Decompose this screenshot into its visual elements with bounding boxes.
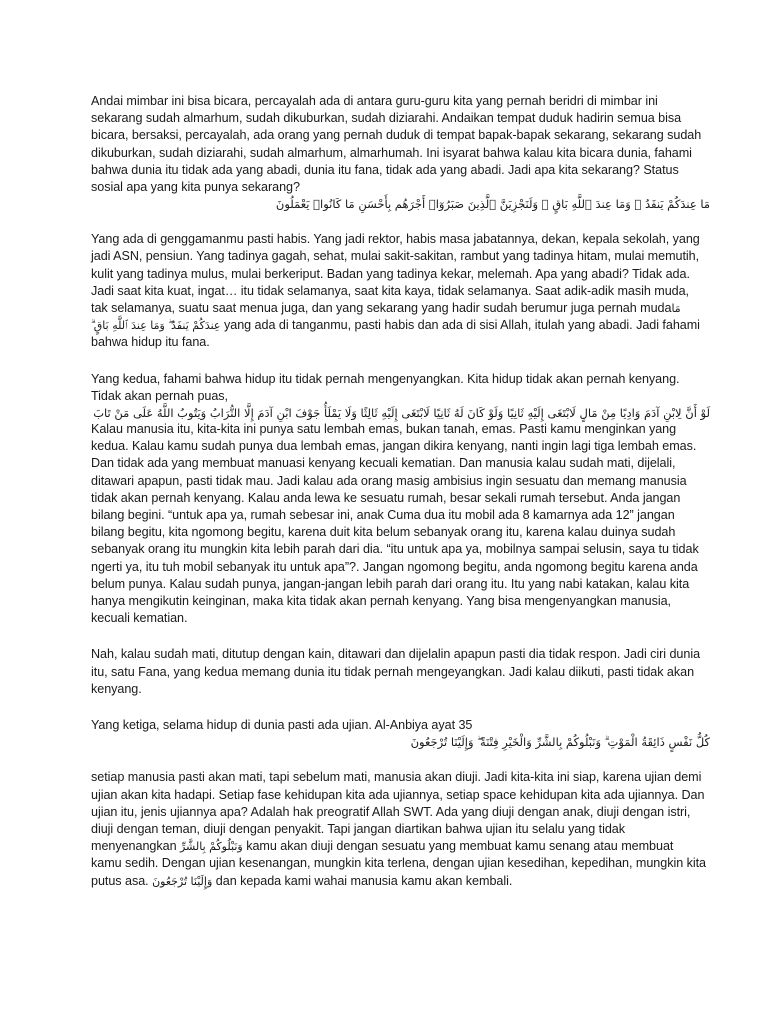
paragraph-3-arabic-hadith: لَوْ أَنَّ لِابْنِ آدَمَ وَادِيًا مِنْ مَالٍ لَابْتَغَى إِلَيْهِ ثَانِيًا وَلَوْ كَانَ لَهُ ثَانِيًا لَابْتَغَى إِلَيْهِ ثَالِثًا وَلَا يَمْلَأُ جَوْفَ ابْنِ آدَمَ إِلَّا التُّرَابُ وَيَتُوبُ اللَّهُ عَلَى مَنْ تَابَ (93, 406, 710, 421)
paragraph-6-text-3: dan kepada kami wahai manusia kamu akan kembali. (212, 873, 513, 888)
paragraph-3-text: Yang kedua, fahami bahwa hidup itu tidak pernah mengenyangkan. Kita hidup tidak akan pernah kenyang. Tidak akan pernah puas, (91, 371, 680, 403)
paragraph-6-arabic-inline-2: وَإِلَيْنَا تُرْجَعُونَ (152, 874, 213, 888)
paragraph-5-arabic-verse: كُلُّ نَفْسٍ ذَائِقَةُ الْمَوْتِ ۗ وَنَبْلُوكُمْ بِالشَّرِّ وَالْخَيْرِ فِتْنَةً ۖ وَإِلَيْنَا تُرْجَعُونَ (410, 735, 710, 750)
paragraph-2-text-before: Yang ada di genggamanmu pasti habis. Yang jadi rektor, habis masa jabatannya, dekan, kepala sekolah, yang jadi ASN, pensiun. Yang tadinya gagah, sehat, mulai sakit-sakitan, rambut yang tadinya hitam, mulai memutih, kulit yang tadinya mulus, mulai berkeriput. Badan yang tadinya kekar, melemah. Apa yang abadi? Tidak ada. Jadi saat kita kuat, ingat… itu tidak selamanya, saat kita kaya, tidak selamanya. Saat adik-adik masih muda, tak selamanya, suatu saat menua juga, dan yang sekarang yang hadir sudah berumur juga pernah muda (91, 232, 700, 316)
paragraph-1-arabic-verse: مَا عِندَكُمْ يَنفَدُ ۖ وَمَا عِندَ ٱللَّهِ بَاقٍ ۗ وَلَنَجْزِيَنَّ ٱلَّذِينَ صَبَرُوٓا۟ أَجْرَهُم بِأَحْسَنِ مَا كَانُوا۟ يَعْمَلُونَ (275, 197, 710, 212)
paragraph-1 (91, 93, 710, 212)
paragraph-4 (91, 646, 706, 698)
paragraph-5 (91, 717, 710, 750)
paragraph-4-text: Nah, kalau sudah mati, ditutup dengan kain, ditawari dan dijelalin apapun pasti dia tidak respon. Jadi ciri dunia itu, satu Fana, yang kedua memang dunia itu tidak pernah mengeyangkan. Jadi kalau diikuti, pasti tidak akan kenyang. (91, 647, 701, 696)
paragraph-6-text-2: kamu akan diuji dengan sesuatu yang membuat kamu senang atau membuat kamu sedih. Dengan ujian kesenangan, mungkin kita terlena, dengan ujian kesedihan, kepedihan, mungkin kita putus asa. (91, 839, 707, 888)
paragraph-1-text: Andai mimbar ini bisa bicara, percayalah ada di antara guru-guru kita yang pernah beridri di mimbar ini sekarang sudah almarhum, sudah dikuburkan, sudah diziarahi. Andaikan tempat duduk hadirin semua bisa bicara, bersaksi, percayalah, ada orang yang pernah duduk di tempat bapak-bapak sekarang, sekarang sudah dikuburkan, sudah diziarahi, sudah almarhum, almarhumah. Ini isyarat bahwa kalau kita bicara dunia, fahami bahwa dunia itu tidak ada yang abadi, dunia itu fana, tidak ada yang abadi. Jadi apa kita sekarang? Status sosial apa yang kita punya sekarang? (91, 94, 702, 195)
paragraph-3-text-after: Kalau manusia itu, kita-kita ini punya satu lembah emas, bukan tanah, emas. Pasti kamu menginkan yang kedua. Kalau kamu sudah punya dua lembah emas, jangan dikira kenyang, nanti ingin lagi tiga lembah emas. Dan tidak ada yang membuat manuasi kenyang kecuali kematian. Dan manusia kalau sudah mati, dijelali, ditawari apapun, pasti tidak mau. Jadi kalau ada orang masig ambisius ingin sesuatu dan memang manusia tidak akan pernah kenyang. Kalau anda lewa ke sesuatu rumah, besar sekali rumah tersebut. Anda jangan bilang begini. “untuk apa ya, rumah sebesar ini, anak Cuma dua itu mobil ada 8 kamarnya ada 12” jangan bilang begitu, kita ngomong begitu, karena duit kita belum sebanyak orang itu, karena kalau duinya sudah sebanyak orang itu mungkin kita lebih parah dari dia. “itu untuk apa ya, mobilnya sampai selusin, saya tu tidak ngerti ya, itu tuh mobil sebanyak itu untuk apa”?. Jangan ngomong begitu, anda ngomong begitu karena anda belum punya. Kalau sudah punya, jangan-jangan lebih parah dari orang itu. Itu yang nabi katakan, kalau kita hanya mengikutin keinginan, maka kita tidak akan pernah kenyang. Yang bisa mengenyangkan manusia, kecuali kematian. (91, 422, 699, 626)
paragraph-6-text-1: setiap manusia pasti akan mati, tapi sebelum mati, manusia akan diuji. Jadi kita-kita ini siap, karena ujian demi ujian akan kita hadapi. Setiap fase kehidupan kita ada ujiannya, setiap space kehidupan kita ada ujiannya. Dan ujian itu, jenis ujiannya apa? Adalah hak preogratif Allah SWT. Ada yang diuji dengan anak, diuji dengan istri, diuji dengan teman, diuji dengan penyakit. Tapi jangan diartikan bahwa ujian itu selalu yang tidak menyenangkan (91, 770, 705, 854)
paragraph-6-arabic-inline-1: وَنَبْلُوكُمْ بِالشَّرِّ (179, 840, 243, 854)
paragraph-2 (91, 231, 706, 351)
paragraph-3 (91, 371, 710, 628)
paragraph-2-text-after: yang ada di tanganmu, pasti habis dan ada di sisi Allah, itulah yang abadi. Jadi fahami bahwa hidup itu fana. (91, 318, 700, 350)
paragraph-6 (91, 769, 706, 889)
paragraph-2-arabic-inline: مَا عِندَكُمْ يَنفَدُ ۖ وَمَا عِندَ ٱللَّهِ بَاقٍ ۗ (91, 302, 681, 333)
paragraph-5-text: Yang ketiga, selama hidup di dunia pasti ada ujian. Al-Anbiya ayat 35 (91, 718, 473, 733)
